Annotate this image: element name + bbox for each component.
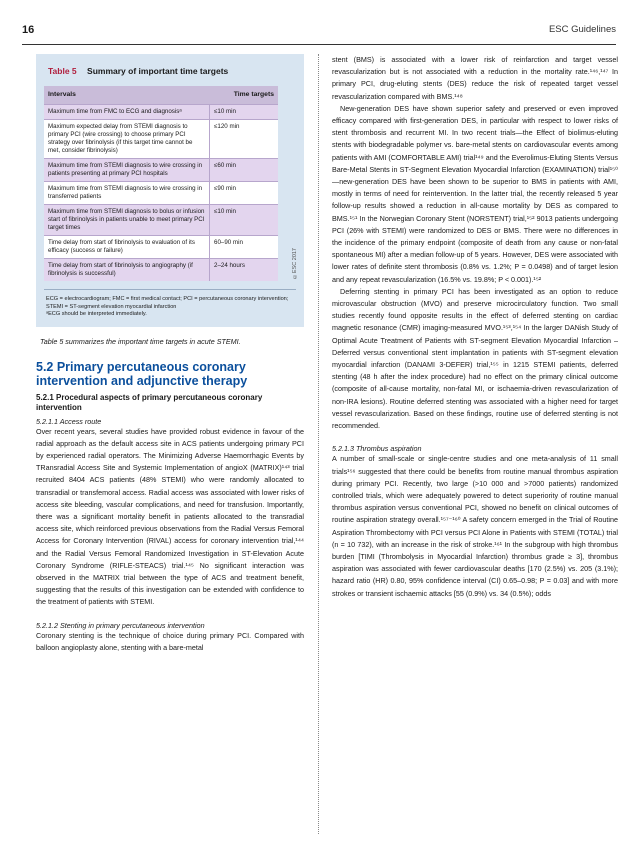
- bms-paragraph: stent (BMS) is associated with a lower risk of reinfarction and target vessel revascularization but is not associated with a reduction in the mortality rate.¹⁴⁶,¹⁴⁷ In primary PCI, drug-eluting stents (DES) reduce the risk of repeated target vessel revascularization compared with BMS.¹⁴⁸: [332, 55, 618, 101]
- des-paragraph: New-generation DES have shown superior safety and preserved or even improved efficacy compared with first-generation DES, in particular with respect to lower risks of stent thrombosis and recurrent MI. In two recent trials—the Effect of biolimus-eluting stents with biodegradable polymer vs. bare-metal stents on cardiovascular events among patients with AMI (COMFORTABLE AMI) trial¹⁴⁹ and the Everolimus-Eluting Stents Versus Bare-Metal Stents in ST-Segment Elevation Myocardial Infarction (EXAMINATION) trial¹⁵⁰—new-generation DES have been shown to be superior to BMS in patients with AMI, mostly in terms of need for reintervention. In the latter trial, the recently released 5 year follow-up results showed a reduction in all-cause mortality by DES as compared to BMS.¹⁵¹ In the Norwegian Coronary Stent (NORSTENT) trial,¹⁵² 9013 patients undergoing PCI (26% with STEMI) were randomized to DES or BMS. There were no differences in the incidence of the primary endpoint (composite of death from any cause or non-fatal spontaneous MI) after a median follow-up of 5 years. However, DES were associated with lower rates of definite stent thrombosis (0.8% vs. 1.2%; P = 0.0498) and of target lesion and any repeat revascularization (16.5% vs. 19.8%; P < 0.001).¹⁵²: [332, 103, 618, 284]
- subsection-heading: 5.2.1 Procedural aspects of primary percutaneous coronary intervention: [36, 392, 263, 412]
- table-row: [44, 120, 278, 159]
- table-row: [44, 105, 278, 120]
- running-title: ESC Guidelines: [548, 24, 616, 35]
- footnote-abbreviations: ECG = electrocardiogram; FMC = first medical contact; PCI = percutaneous coronary intervention; STEMI = ST-segment elevation myocardial infarction: [46, 296, 289, 310]
- interval-cell: Maximum time from STEMI diagnosis to bolus or infusion start of fibrinolysis in patients unable to meet primary PCI target times: [44, 205, 210, 236]
- deferred-stenting-paragraph: Deferring stenting in primary PCI has been investigated as an option to reduce microvascular obstruction (MVO) and preserve microcirculatory function. Two small studies recently found opposite results in the effect of deferred stenting on cardiac magnetic resonance (CMR) imaging-measured MVO.¹⁵³,¹⁵⁴ In the larger DANish Study of Optimal Acute Treatment of Patients with ST-segment Elevation Myocardial Infarction – Deferred versus conventional stent implantation in patients with ST-segment elevation myocardial infarction (DANAMI 3-DEFER) trial,¹⁵⁵ in 1215 STEMI patients, deferred stenting (48 h after the index procedure) had no effect on the primary clinical outcome (composite of all-cause mortality, non-fatal MI, or ischaemia-driven revascularization of non-IRA lesions). Routine deferred stenting was associated with a higher need for target vessel revascularization. Based on these findings, routine use of deferred stenting is not recommended.: [332, 286, 618, 431]
- table-row: [44, 182, 278, 205]
- target-cell: ≤10 min: [210, 205, 279, 236]
- target-cell: ≤120 min: [210, 120, 279, 159]
- interval-cell: Maximum time from STEMI diagnosis to wire crossing in patients presenting at primary PCI hospitals: [44, 159, 210, 182]
- table-caption: Table 5 summarizes the important time targets in acute STEMI.: [40, 336, 241, 346]
- table-label: Table 5: [48, 66, 77, 76]
- target-cell: ≤90 min: [210, 182, 279, 205]
- footnote-a: ᵃECG should be interpreted immediately.: [46, 311, 147, 317]
- target-cell: 60–90 min: [210, 236, 279, 259]
- copyright-mark: ©ESC 2017: [292, 248, 298, 280]
- header-rule: [22, 44, 616, 45]
- time-targets-table: [44, 86, 278, 281]
- table-title-text: Summary of important time targets: [87, 66, 229, 76]
- table-5-box: [36, 54, 304, 327]
- page-number: 16: [22, 24, 35, 36]
- interval-cell: Maximum time from FMC to ECG and diagnosisᵃ: [44, 105, 210, 120]
- thrombus-aspiration-heading: 5.2.1.3 Thrombus aspiration: [332, 444, 422, 454]
- interval-cell: Maximum expected delay from STEMI diagnosis to primary PCI (wire crossing) to choose primary PCI strategy over fibrinolysis (if this target time cannot be met, consider fibrinolysis): [44, 120, 210, 159]
- column-divider: [318, 54, 319, 834]
- page-header: [0, 0, 638, 40]
- interval-cell: Time delay from start of fibrinolysis to angiography (if fibrinolysis is successful): [44, 259, 210, 282]
- table-title: [48, 66, 296, 76]
- table-footnotes: [44, 289, 296, 321]
- table-row: [44, 205, 278, 236]
- col-time-targets: Time targets: [210, 86, 279, 105]
- table-row: [44, 259, 278, 282]
- left-column: [36, 54, 304, 654]
- target-cell: ≤10 min: [210, 105, 279, 120]
- stenting-paragraph: Coronary stenting is the technique of choice during primary PCI. Compared with balloon angioplasty alone, stenting with a bare-metal: [36, 630, 304, 652]
- access-route-heading: 5.2.1.1 Access route: [36, 416, 102, 426]
- target-cell: ≤60 min: [210, 159, 279, 182]
- section-heading: 5.2 Primary percutaneous coronary intervention and adjunctive therapy: [36, 359, 248, 388]
- col-intervals: Intervals: [44, 86, 210, 105]
- interval-cell: Maximum time from STEMI diagnosis to wire crossing in transferred patients: [44, 182, 210, 205]
- access-route-paragraph: Over recent years, several studies have provided robust evidence in favour of the radial approach as the default access site in ACS patients undergoing primary PCI by experienced radial operators. The Minimizing Adverse Haemorrhagic Events by TRansradial Access Site and Systemic Implementation of angioX (MATRIX)¹⁴³ trial recruited 8404 ACS patients (48% STEMI) who were randomly allocated to transradial or transfemoral access. Radial access was associated with lower risks of access site bleeding, vascular complications, and need for transfusion. Importantly, there was a significant mortality benefit in patients allocated to the transradial access site, which reinforced previous observations from the Radial Versus Femoral Access for Coronary Intervention (RIVAL) access for coronary intervention trial,¹⁴⁴ and the Radial Versus Femoral Randomized Investigation in ST-Elevation Acute Coronary Syndrome (RIFLE-STEACS) trial.¹⁴⁵ No significant interaction was observed in the MATRIX trial between the type of ACS and treatment benefit, suggesting that the results of this investigation can be extended with confidence to the treatment of patients with STEMI.: [36, 426, 304, 607]
- stenting-heading: 5.2.1.2 Stenting in primary percutaneous intervention: [36, 620, 205, 630]
- table-row: [44, 159, 278, 182]
- right-column: [332, 54, 618, 600]
- thrombus-aspiration-paragraph: A number of small-scale or single-centre studies and one meta-analysis of 11 small trials¹⁵⁶ suggested that there could be benefits from routine manual thrombus aspiration during primary PCI. Recently, two large (>10 000 and >7000 patients) randomized controlled trials, which were adequately powered to detect superiority of routine manual thrombus aspiration versus conventional PCI, showed no benefit on clinical outcomes of routine aspiration strategy overall.¹⁵⁷⁻¹⁶⁰ A safety concern emerged in the Trial of Routine Aspiration Thrombectomy with PCI versus PCI Alone in Patients with STEMI (TOTAL) trial (n = 10 732), with an increase in the risk of stroke.¹⁶¹ In the subgroup with high thrombus burden [TIMI (Thrombolysis in Myocardial Infarction) thrombus grade ≥ 3], thrombus aspiration was associated with fewer cardiovascular deaths [170 (2.5%) vs. 205 (3.1%); hazard ratio (HR) 0.80, 95% confidence interval (CI) 0.65–0.98; P = 0.03] and with more strokes or transient ischaemic attacks [55 (0.9%) vs. 34 (0.5%); odds: [332, 454, 618, 598]
- target-cell: 2–24 hours: [210, 259, 279, 282]
- interval-cell: Time delay from start of fibrinolysis to evaluation of its efficacy (success or failure): [44, 236, 210, 259]
- table-row: [44, 236, 278, 259]
